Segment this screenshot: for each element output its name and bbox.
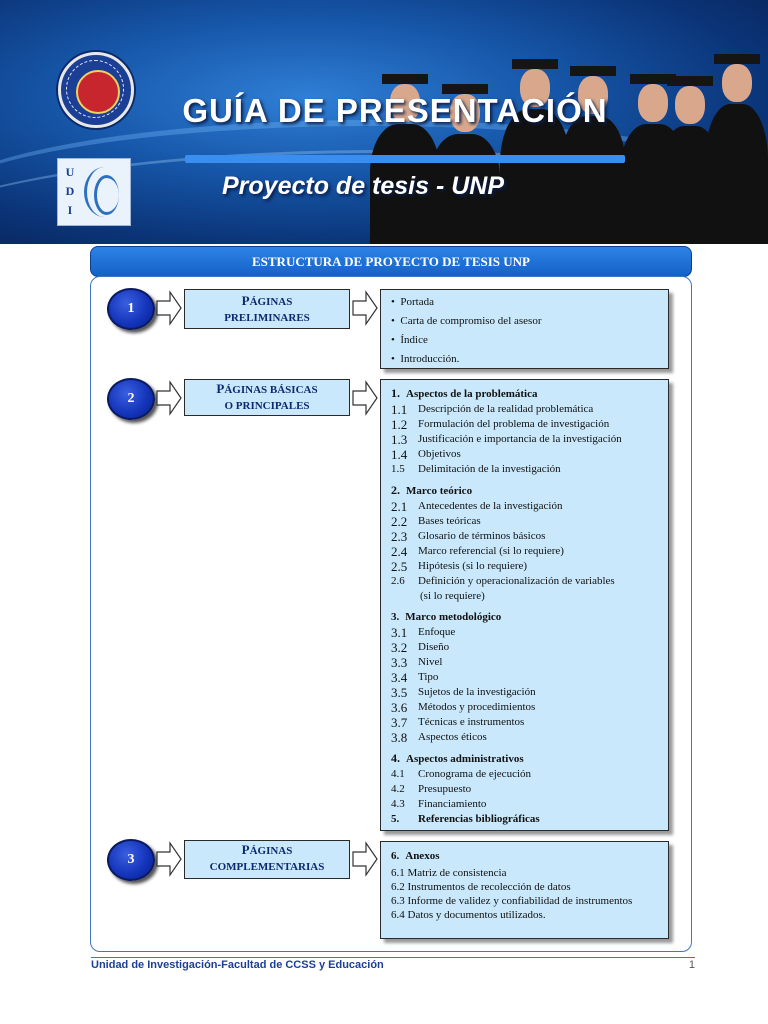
list-item: 6.3 Informe de validez y confiabilidad de instrumentos: [391, 895, 633, 907]
section-heading: 4. Aspectos administrativos: [391, 751, 524, 765]
section-label-preliminares: PÁGINAS PRELIMINARES: [184, 289, 350, 329]
udi-logo: U D I: [57, 158, 131, 226]
page-subtitle: Proyecto de tesis - UNP: [222, 172, 505, 200]
list-item: 3.8 Aspectos éticos: [391, 730, 487, 745]
list-item: 1.4 Objetivos: [391, 447, 461, 462]
section-heading: 1. Aspectos de la problemática: [391, 386, 538, 400]
list-item: • Introducción.: [391, 353, 460, 365]
arrow-right-icon: [156, 290, 182, 326]
list-item: 3.4 Tipo: [391, 670, 439, 685]
list-item: 4.2 Presupuesto: [391, 783, 472, 795]
preliminares-list: [380, 289, 669, 369]
list-item: 3.1 Enfoque: [391, 625, 456, 640]
footer-text: Unidad de Investigación-Facultad de CCSS y Educación: [91, 959, 384, 971]
section-heading: 5. Referencias bibliográficas: [391, 813, 540, 825]
list-item: 4.1 Cronograma de ejecución: [391, 768, 532, 780]
list-item: 2.2 Bases teóricas: [391, 514, 481, 529]
list-item: • Portada: [391, 296, 434, 308]
list-item: • Carta de compromiso del asesor: [391, 315, 542, 327]
list-item: 1.3 Justificación e importancia de la investigación: [391, 432, 622, 447]
page-footer: [91, 957, 695, 971]
list-item: 4.3 Financiamiento: [391, 798, 487, 810]
page-number: 1: [688, 959, 695, 971]
list-item: 6.4 Datos y documentos utilizados.: [391, 909, 546, 921]
list-item: 2.3 Glosario de términos básicos: [391, 529, 546, 544]
list-item: 3.2 Diseño: [391, 640, 450, 655]
section-heading: 2. Marco teórico: [391, 483, 473, 497]
structure-title: ESTRUCTURA DE PROYECTO DE TESIS UNP: [90, 246, 692, 277]
principales-list: [380, 379, 669, 831]
list-item: 2.5 Hipótesis (si lo requiere): [391, 559, 528, 574]
arrow-right-icon: [352, 290, 378, 326]
section-number-3: 3: [107, 839, 155, 881]
list-item: 2.6 Definición y operacionalización de variables (si lo requiere): [391, 575, 615, 602]
section-label-principales: PÁGINAS BÁSICAS O PRINCIPALES: [184, 379, 350, 416]
list-item: 3.5 Sujetos de la investigación: [391, 685, 536, 700]
page-title: GUÍA DE PRESENTACIÓN: [182, 92, 608, 129]
list-item: 1.1 Descripción de la realidad problemática: [391, 402, 594, 417]
list-item: 3.3 Nivel: [391, 655, 443, 670]
arrow-right-icon: [352, 841, 378, 877]
list-item: 2.4 Marco referencial (si lo requiere): [391, 544, 564, 559]
list-item: 1.5 Delimitación de la investigación: [391, 463, 561, 475]
banner-stripe: [185, 155, 625, 163]
section-number-1: 1: [107, 288, 155, 330]
complementarias-list: [380, 841, 669, 939]
section-label-complementarias: PÁGINAS COMPLEMENTARIAS: [184, 840, 350, 879]
list-item: 2.1 Antecedentes de la investigación: [391, 499, 563, 514]
header-banner: [0, 0, 768, 244]
list-item: 3.7 Técnicas e instrumentos: [391, 715, 525, 730]
arrow-right-icon: [156, 380, 182, 416]
list-item: 3.6 Métodos y procedimientos: [391, 700, 536, 715]
list-item: 6.1 Matriz de consistencia: [391, 867, 507, 879]
list-item: • Índice: [391, 334, 428, 346]
arrow-right-icon: [156, 841, 182, 877]
list-item: 6.2 Instrumentos de recolección de datos: [391, 881, 571, 893]
graduates-photo: [360, 60, 768, 244]
section-heading: 6. Anexos: [391, 850, 440, 862]
section-number-2: 2: [107, 378, 155, 420]
list-item: 1.2 Formulación del problema de investigación: [391, 417, 610, 432]
arrow-right-icon: [352, 380, 378, 416]
section-heading: 3. Marco metodológico: [391, 611, 502, 623]
